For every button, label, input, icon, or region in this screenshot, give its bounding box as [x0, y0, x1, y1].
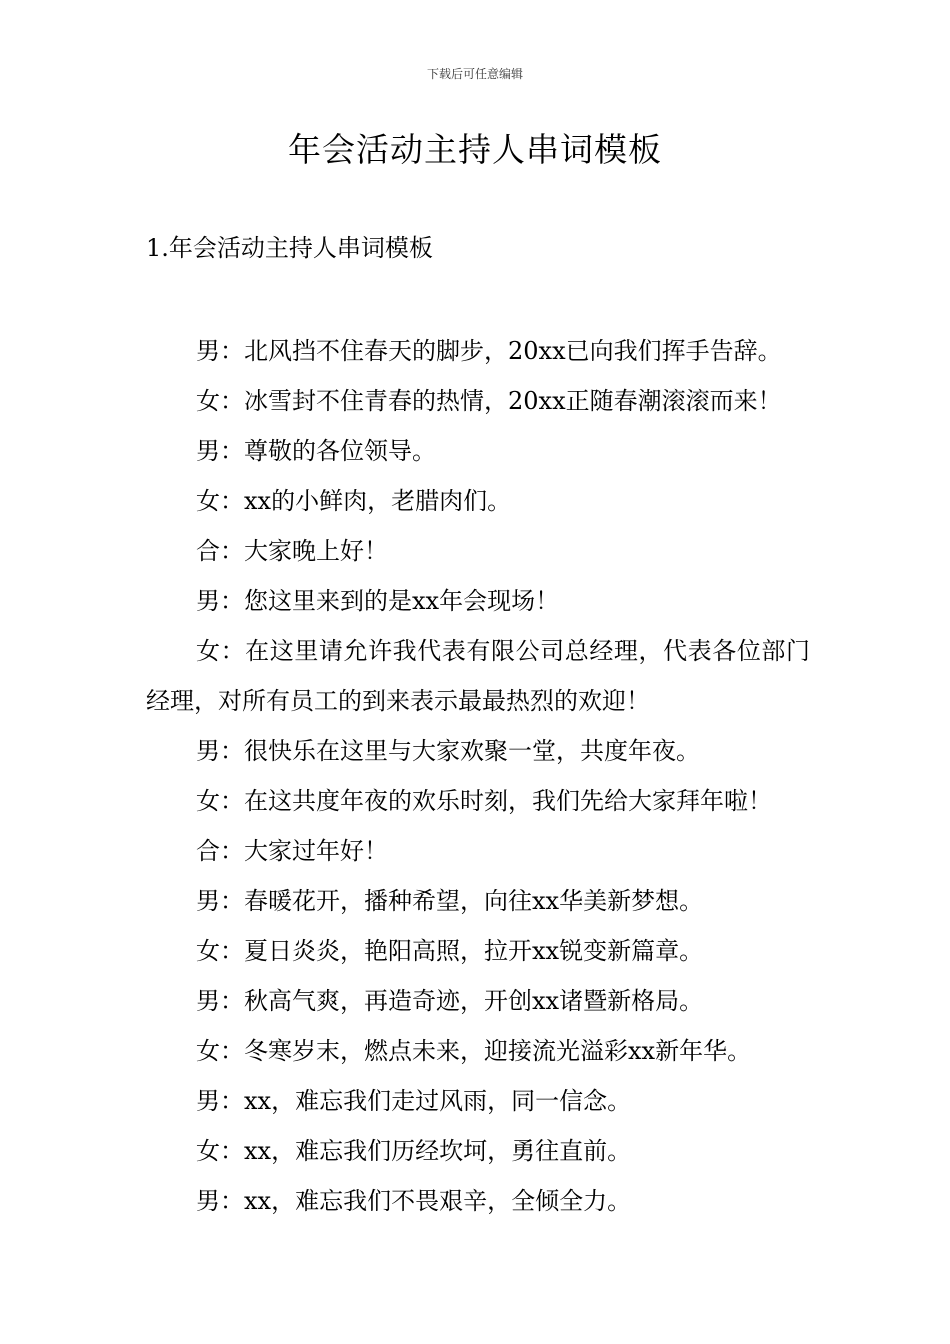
paragraph: 男：秋高气爽，再造奇迹，开创xx诸暨新格局。 [196, 987, 704, 1015]
document-title: 年会活动主持人串词模板 [288, 130, 662, 169]
paragraph: 合：大家过年好！ [196, 837, 388, 865]
paragraph: 女：冬寒岁末，燃点未来，迎接流光溢彩xx新年华。 [196, 1037, 752, 1065]
paragraph: 合：大家晚上好！ [196, 537, 388, 565]
section-heading: 1.年会活动主持人串词模板 [146, 234, 433, 262]
paragraph: 男：北风挡不住春天的脚步，20xx已向我们挥手告辞。 [196, 337, 782, 365]
paragraph: 女：xx的小鲜肉，老腊肉们。 [196, 487, 512, 515]
paragraph: 女：xx，难忘我们历经坎坷，勇往直前。 [196, 1137, 632, 1165]
paragraph: 女：夏日炎炎，艳阳高照，拉开xx锐变新篇章。 [196, 937, 704, 965]
paragraph: 男：您这里来到的是xx年会现场！ [196, 587, 560, 615]
document-body [146, 326, 810, 1226]
header-note: 下载后可任意编辑 [426, 67, 523, 81]
paragraph: 男：春暖花开，播种希望，向往xx华美新梦想。 [196, 887, 704, 915]
paragraph: 女：在这共度年夜的欢乐时刻，我们先给大家拜年啦！ [196, 787, 772, 815]
paragraph: 男：尊敬的各位领导。 [196, 437, 436, 465]
paragraph: 女：冰雪封不住青春的热情，20xx正随春潮滚滚而来！ [196, 387, 782, 415]
paragraph: 男：xx，难忘我们走过风雨，同一信念。 [196, 1087, 632, 1115]
paragraph: 男：xx，难忘我们不畏艰辛，全倾全力。 [196, 1187, 632, 1215]
paragraph: 男：很快乐在这里与大家欢聚一堂，共度年夜。 [196, 737, 700, 765]
paragraph: 女：在这里请允许我代表有限公司总经理，代表各位部门经理，对所有员工的到来表示最最热烈的欢迎！ [146, 637, 810, 715]
